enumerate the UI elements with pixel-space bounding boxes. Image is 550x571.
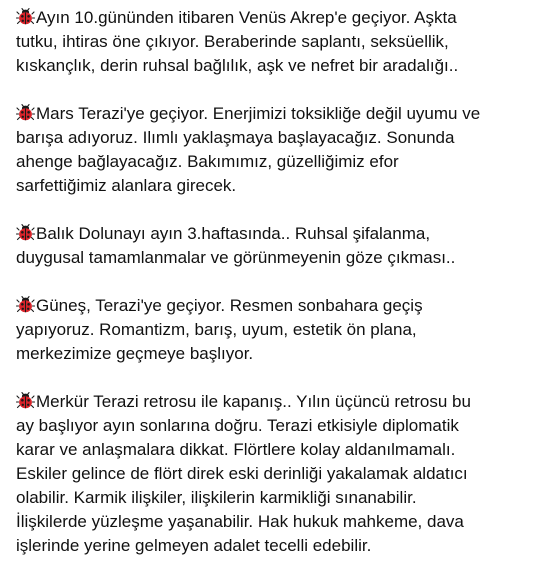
- paragraph-text: Mars Terazi'ye geçiyor. Enerjimizi toksikliğe değil uyumu ve barışa adıyoruz. Ilımlı yaklaşmaya başlayacağız. Sonunda ahenge bağlayacağız. Bakımımız, güzelliğimiz efor sarfettiğimiz alanlara girecek.: [16, 104, 481, 195]
- ladybug-icon: [16, 104, 35, 121]
- paragraph-text: Güneş, Terazi'ye geçiyor. Resmen sonbahara geçiş yapıyoruz. Romantizm, barış, uyum, estetik ön plana, merkezimize geçmeye başlıyor.: [16, 296, 423, 363]
- ladybug-icon: [16, 8, 35, 25]
- ladybug-icon: [16, 224, 35, 241]
- paragraph-text: Ayın 10.gününden itibaren Venüs Akrep'e geçiyor. Aşkta tutku, ihtiras öne çıkıyor. Beraberinde saplantı, seksüellik, kıskançlık, derin ruhsal bağlılık, aşk ve nefret bir aradalığı..: [16, 8, 459, 75]
- paragraph-mars: [16, 102, 536, 198]
- paragraph-mercury: [16, 390, 536, 558]
- paragraph-venus: [16, 6, 536, 78]
- paragraph-text: Balık Dolunayı ayın 3.haftasında.. Ruhsal şifalanma, duygusal tamamlanmalar ve görünmeyenin göze çıkması..: [16, 224, 456, 267]
- paragraph-text: Merkür Terazi retrosu ile kapanış.. Yılın üçüncü retrosu bu ay başlıyor ayın sonlarına doğru. Terazi etkisiyle diplomatik karar ve anlaşmalara dikkat. Flörtlere kolay aldanılmamalı. Eskiler gelince de flört direk eski derinliği yakalamak aldatıcı olabilir. Karmik ilişkiler, ilişkilerin karmikliği sınanabilir. İlişkilerde yüzleşme yaşanabilir. Hak hukuk mahkeme, dava işlerinde yerine gelmeyen adalet tecelli edebilir.: [16, 392, 471, 555]
- paragraph-sun: [16, 294, 536, 366]
- ladybug-icon: [16, 392, 35, 409]
- paragraph-full-moon: [16, 222, 536, 270]
- ladybug-icon: [16, 296, 35, 313]
